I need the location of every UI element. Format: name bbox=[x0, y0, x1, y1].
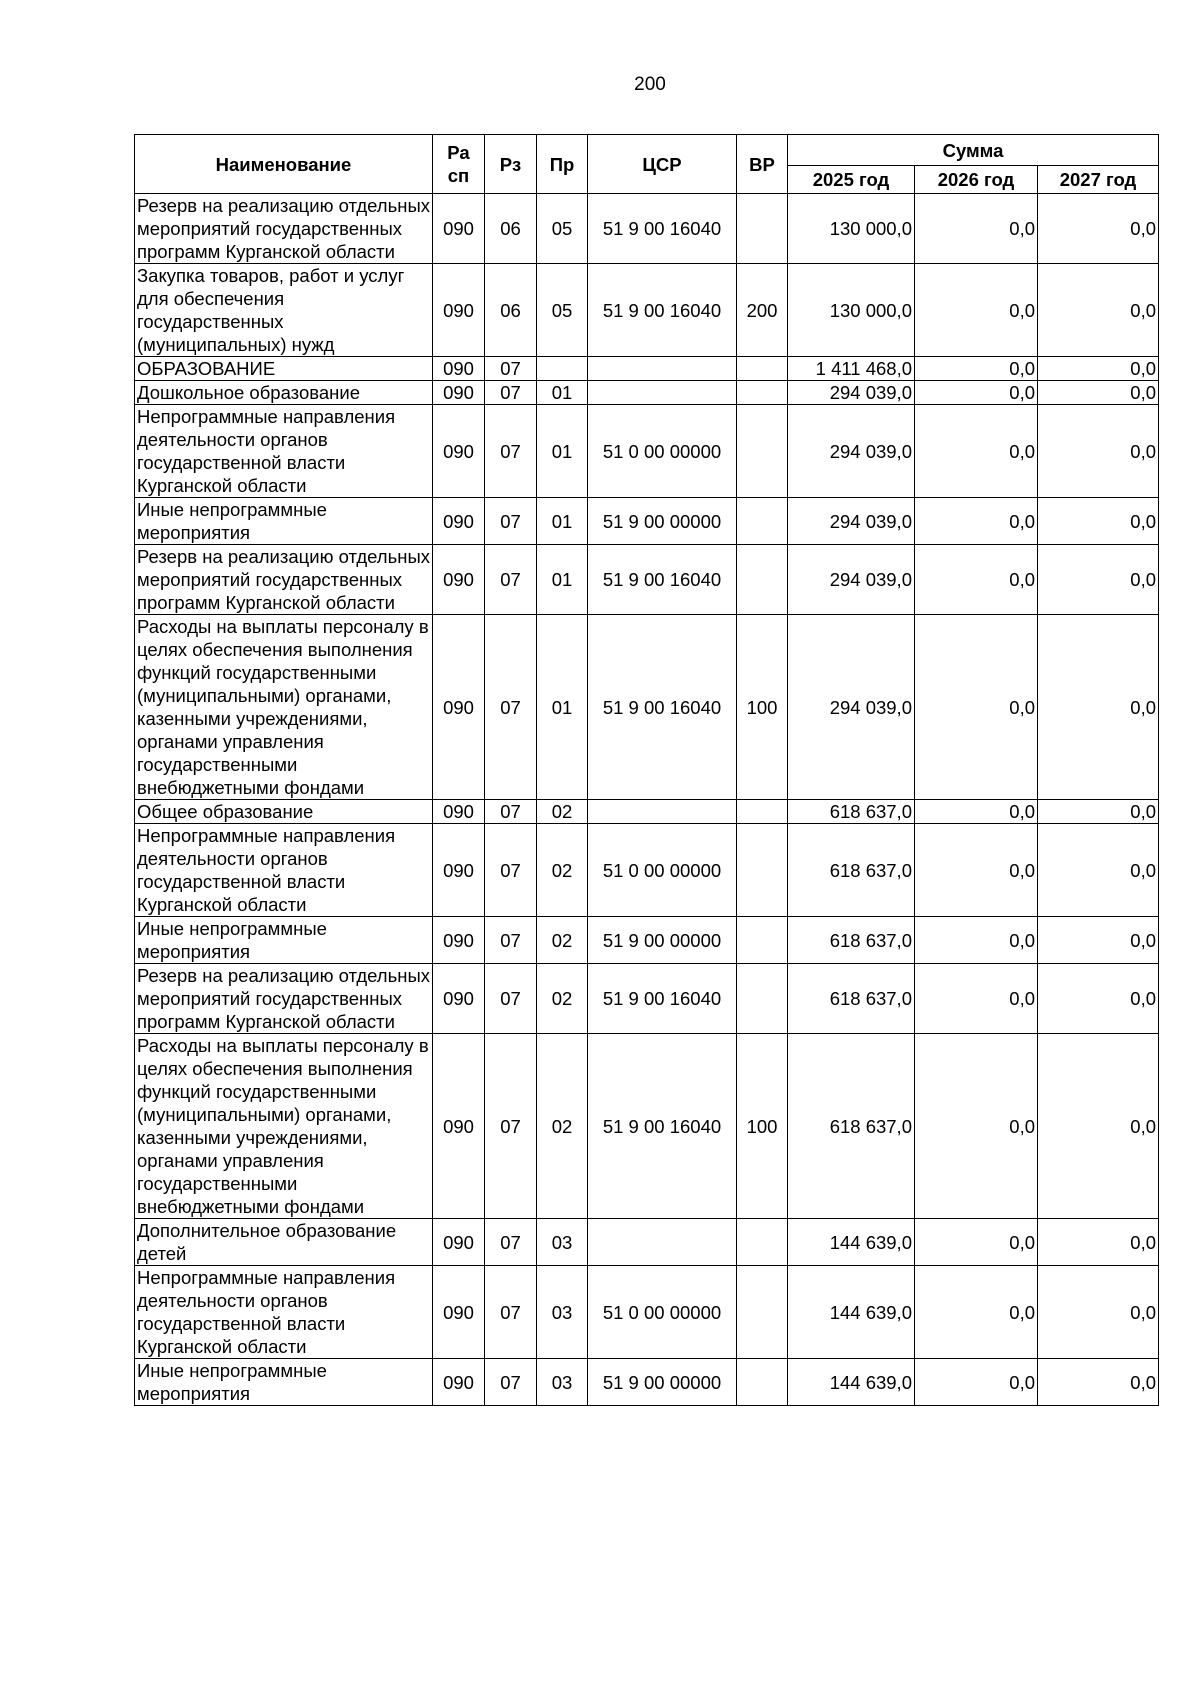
row-pr: 01 bbox=[537, 405, 588, 498]
row-sum-2027: 0,0 bbox=[1038, 545, 1159, 615]
row-csr: 51 0 00 00000 bbox=[588, 1266, 737, 1359]
row-csr: 51 9 00 00000 bbox=[588, 1359, 737, 1406]
row-rz: 06 bbox=[485, 194, 537, 264]
row-sum-2026: 0,0 bbox=[915, 964, 1038, 1034]
row-sum-2027: 0,0 bbox=[1038, 264, 1159, 357]
row-pr: 03 bbox=[537, 1359, 588, 1406]
row-sum-2025: 294 039,0 bbox=[788, 381, 915, 405]
row-sum-2025: 1 411 468,0 bbox=[788, 357, 915, 381]
row-sum-2027: 0,0 bbox=[1038, 381, 1159, 405]
table-row bbox=[135, 1266, 1159, 1359]
row-rasp: 090 bbox=[433, 545, 485, 615]
row-rz: 07 bbox=[485, 498, 537, 545]
row-sum-2025: 294 039,0 bbox=[788, 615, 915, 800]
table-row bbox=[135, 1359, 1159, 1406]
table-row bbox=[135, 1219, 1159, 1266]
row-pr: 01 bbox=[537, 545, 588, 615]
row-rasp: 090 bbox=[433, 264, 485, 357]
row-csr: 51 9 00 16040 bbox=[588, 264, 737, 357]
row-rasp: 090 bbox=[433, 381, 485, 405]
row-sum-2026: 0,0 bbox=[915, 615, 1038, 800]
header-name: Наименование bbox=[135, 135, 433, 194]
row-rasp: 090 bbox=[433, 194, 485, 264]
row-pr: 03 bbox=[537, 1219, 588, 1266]
row-rz: 07 bbox=[485, 1219, 537, 1266]
row-rasp: 090 bbox=[433, 1034, 485, 1219]
row-rz: 07 bbox=[485, 800, 537, 824]
row-sum-2027: 0,0 bbox=[1038, 800, 1159, 824]
row-vr bbox=[737, 381, 788, 405]
row-name: Иные непрограммные мероприятия bbox=[135, 498, 433, 545]
row-name: Иные непрограммные мероприятия bbox=[135, 917, 433, 964]
row-csr bbox=[588, 1219, 737, 1266]
header-vr: ВР bbox=[737, 135, 788, 194]
row-sum-2025: 144 639,0 bbox=[788, 1359, 915, 1406]
row-sum-2025: 130 000,0 bbox=[788, 264, 915, 357]
header-year-2026: 2026 год bbox=[915, 166, 1038, 194]
row-rz: 07 bbox=[485, 1359, 537, 1406]
row-name: Дополнительное образование детей bbox=[135, 1219, 433, 1266]
table-row bbox=[135, 800, 1159, 824]
row-rasp: 090 bbox=[433, 498, 485, 545]
row-sum-2025: 144 639,0 bbox=[788, 1266, 915, 1359]
table-row bbox=[135, 824, 1159, 917]
table-row bbox=[135, 545, 1159, 615]
row-sum-2025: 618 637,0 bbox=[788, 917, 915, 964]
row-sum-2025: 618 637,0 bbox=[788, 964, 915, 1034]
row-csr bbox=[588, 381, 737, 405]
row-csr: 51 9 00 16040 bbox=[588, 545, 737, 615]
row-sum-2025: 618 637,0 bbox=[788, 800, 915, 824]
row-sum-2026: 0,0 bbox=[915, 194, 1038, 264]
row-pr: 03 bbox=[537, 1266, 588, 1359]
header-year-2025: 2025 год bbox=[788, 166, 915, 194]
row-rasp: 090 bbox=[433, 917, 485, 964]
row-sum-2025: 294 039,0 bbox=[788, 545, 915, 615]
row-sum-2026: 0,0 bbox=[915, 1219, 1038, 1266]
row-name: Общее образование bbox=[135, 800, 433, 824]
row-name: Резерв на реализацию отдельных мероприятий государственных программ Курганской области bbox=[135, 194, 433, 264]
row-sum-2026: 0,0 bbox=[915, 800, 1038, 824]
row-rz: 07 bbox=[485, 1266, 537, 1359]
row-vr: 100 bbox=[737, 615, 788, 800]
row-vr bbox=[737, 405, 788, 498]
row-vr bbox=[737, 1359, 788, 1406]
row-sum-2027: 0,0 bbox=[1038, 964, 1159, 1034]
row-rasp: 090 bbox=[433, 824, 485, 917]
row-rz: 07 bbox=[485, 964, 537, 1034]
row-sum-2026: 0,0 bbox=[915, 498, 1038, 545]
row-sum-2027: 0,0 bbox=[1038, 405, 1159, 498]
row-sum-2025: 294 039,0 bbox=[788, 498, 915, 545]
page-number: 200 bbox=[634, 74, 666, 95]
row-sum-2026: 0,0 bbox=[915, 545, 1038, 615]
row-sum-2027: 0,0 bbox=[1038, 615, 1159, 800]
row-pr bbox=[537, 357, 588, 381]
row-sum-2026: 0,0 bbox=[915, 405, 1038, 498]
row-sum-2027: 0,0 bbox=[1038, 824, 1159, 917]
row-sum-2027: 0,0 bbox=[1038, 357, 1159, 381]
row-pr: 01 bbox=[537, 498, 588, 545]
row-csr: 51 0 00 00000 bbox=[588, 405, 737, 498]
row-rasp: 090 bbox=[433, 1219, 485, 1266]
row-name: Иные непрограммные мероприятия bbox=[135, 1359, 433, 1406]
header-pr: Пр bbox=[537, 135, 588, 194]
header-rasp: Ра сп bbox=[433, 135, 485, 194]
row-name: Расходы на выплаты персоналу в целях обеспечения выполнения функций государственными (муниципальными) органами, казенными учреждениями, органами управления государственными внебюджетными фондами bbox=[135, 1034, 433, 1219]
row-sum-2027: 0,0 bbox=[1038, 1219, 1159, 1266]
row-pr: 02 bbox=[537, 800, 588, 824]
row-rasp: 090 bbox=[433, 1266, 485, 1359]
row-sum-2026: 0,0 bbox=[915, 381, 1038, 405]
row-sum-2026: 0,0 bbox=[915, 1359, 1038, 1406]
row-csr: 51 9 00 16040 bbox=[588, 615, 737, 800]
row-sum-2027: 0,0 bbox=[1038, 194, 1159, 264]
row-vr: 100 bbox=[737, 1034, 788, 1219]
row-sum-2025: 618 637,0 bbox=[788, 1034, 915, 1219]
row-sum-2025: 144 639,0 bbox=[788, 1219, 915, 1266]
row-pr: 02 bbox=[537, 1034, 588, 1219]
row-rz: 06 bbox=[485, 264, 537, 357]
row-vr bbox=[737, 545, 788, 615]
row-vr: 200 bbox=[737, 264, 788, 357]
row-sum-2025: 618 637,0 bbox=[788, 824, 915, 917]
table-row bbox=[135, 381, 1159, 405]
header-sum: Сумма bbox=[788, 135, 1159, 166]
row-pr: 01 bbox=[537, 381, 588, 405]
row-rz: 07 bbox=[485, 917, 537, 964]
row-rz: 07 bbox=[485, 381, 537, 405]
table-header bbox=[135, 135, 1159, 194]
row-rz: 07 bbox=[485, 405, 537, 498]
row-csr bbox=[588, 357, 737, 381]
row-vr bbox=[737, 498, 788, 545]
row-rz: 07 bbox=[485, 357, 537, 381]
table-row bbox=[135, 498, 1159, 545]
row-sum-2026: 0,0 bbox=[915, 1266, 1038, 1359]
row-pr: 05 bbox=[537, 264, 588, 357]
table-row bbox=[135, 405, 1159, 498]
row-rasp: 090 bbox=[433, 615, 485, 800]
row-vr bbox=[737, 357, 788, 381]
row-sum-2027: 0,0 bbox=[1038, 917, 1159, 964]
row-vr bbox=[737, 917, 788, 964]
row-csr: 51 9 00 00000 bbox=[588, 917, 737, 964]
row-name: Непрограммные направления деятельности органов государственной власти Курганской области bbox=[135, 405, 433, 498]
table-row bbox=[135, 264, 1159, 357]
row-sum-2026: 0,0 bbox=[915, 917, 1038, 964]
row-vr bbox=[737, 1266, 788, 1359]
row-pr: 02 bbox=[537, 824, 588, 917]
row-rz: 07 bbox=[485, 545, 537, 615]
row-csr: 51 9 00 16040 bbox=[588, 964, 737, 1034]
row-vr bbox=[737, 1219, 788, 1266]
row-pr: 05 bbox=[537, 194, 588, 264]
row-rz: 07 bbox=[485, 615, 537, 800]
row-pr: 01 bbox=[537, 615, 588, 800]
row-rasp: 090 bbox=[433, 1359, 485, 1406]
header-rz: Рз bbox=[485, 135, 537, 194]
row-csr: 51 9 00 16040 bbox=[588, 194, 737, 264]
row-vr bbox=[737, 824, 788, 917]
table-row bbox=[135, 615, 1159, 800]
row-rasp: 090 bbox=[433, 964, 485, 1034]
row-name: Резерв на реализацию отдельных мероприятий государственных программ Курганской области bbox=[135, 964, 433, 1034]
row-csr: 51 9 00 00000 bbox=[588, 498, 737, 545]
row-vr bbox=[737, 964, 788, 1034]
row-name: Непрограммные направления деятельности органов государственной власти Курганской области bbox=[135, 824, 433, 917]
table-body bbox=[135, 194, 1159, 1406]
row-name: Дошкольное образование bbox=[135, 381, 433, 405]
row-sum-2027: 0,0 bbox=[1038, 1266, 1159, 1359]
row-sum-2027: 0,0 bbox=[1038, 1359, 1159, 1406]
row-pr: 02 bbox=[537, 917, 588, 964]
row-pr: 02 bbox=[537, 964, 588, 1034]
row-name: ОБРАЗОВАНИЕ bbox=[135, 357, 433, 381]
header-year-2027: 2027 год bbox=[1038, 166, 1159, 194]
row-sum-2025: 130 000,0 bbox=[788, 194, 915, 264]
row-rz: 07 bbox=[485, 1034, 537, 1219]
table-row bbox=[135, 1034, 1159, 1219]
row-rz: 07 bbox=[485, 824, 537, 917]
row-name: Закупка товаров, работ и услуг для обеспечения государственных (муниципальных) нужд bbox=[135, 264, 433, 357]
row-rasp: 090 bbox=[433, 357, 485, 381]
table-row bbox=[135, 194, 1159, 264]
row-csr: 51 0 00 00000 bbox=[588, 824, 737, 917]
row-vr bbox=[737, 800, 788, 824]
table-row bbox=[135, 357, 1159, 381]
row-sum-2026: 0,0 bbox=[915, 264, 1038, 357]
row-sum-2026: 0,0 bbox=[915, 1034, 1038, 1219]
row-rasp: 090 bbox=[433, 405, 485, 498]
table-row bbox=[135, 917, 1159, 964]
row-csr bbox=[588, 800, 737, 824]
row-sum-2026: 0,0 bbox=[915, 357, 1038, 381]
row-sum-2027: 0,0 bbox=[1038, 1034, 1159, 1219]
row-sum-2025: 294 039,0 bbox=[788, 405, 915, 498]
table-row bbox=[135, 964, 1159, 1034]
row-sum-2027: 0,0 bbox=[1038, 498, 1159, 545]
row-vr bbox=[737, 194, 788, 264]
row-csr: 51 9 00 16040 bbox=[588, 1034, 737, 1219]
row-name: Расходы на выплаты персоналу в целях обеспечения выполнения функций государственными (муниципальными) органами, казенными учреждениями, органами управления государственными внебюджетными фондами bbox=[135, 615, 433, 800]
budget-table bbox=[134, 134, 1159, 1406]
row-sum-2026: 0,0 bbox=[915, 824, 1038, 917]
header-csr: ЦСР bbox=[588, 135, 737, 194]
row-rasp: 090 bbox=[433, 800, 485, 824]
row-name: Резерв на реализацию отдельных мероприятий государственных программ Курганской области bbox=[135, 545, 433, 615]
row-name: Непрограммные направления деятельности органов государственной власти Курганской области bbox=[135, 1266, 433, 1359]
